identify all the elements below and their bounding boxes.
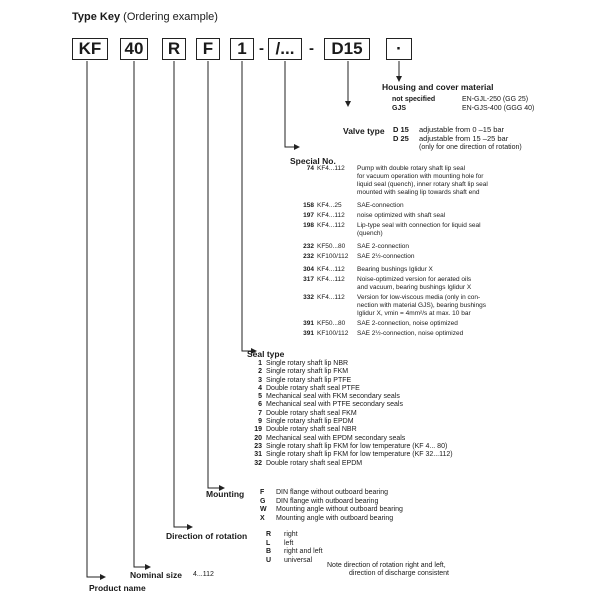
- seal-type-number: 32: [254, 459, 262, 467]
- seal-type-row: [248, 443, 453, 451]
- valve-note: (only for one direction of rotation): [419, 144, 522, 151]
- leader-rotation: [174, 61, 192, 527]
- special-model-range: KF4...112: [317, 276, 345, 283]
- special-model-range: KF4...112: [317, 294, 345, 301]
- seal-type-description: Mechanical seal with PTFE secondary seals: [266, 401, 403, 409]
- seal-type-row: [248, 418, 453, 426]
- valve-desc: adjustable from 15 –25 bar: [419, 134, 509, 143]
- seal-type-description: Single rotary shaft lip FKM for low temperature (KF 4... 80): [266, 442, 448, 450]
- seal-type-description: Double rotary shaft seal FKM: [266, 409, 357, 417]
- seal-header: Seal type: [247, 349, 285, 359]
- nominal-header: Nominal size: [130, 570, 182, 580]
- mounting-row: [260, 515, 403, 524]
- special-description-line: Lip-type seal with connection for liquid seal: [357, 222, 481, 229]
- seal-type-row: [248, 401, 453, 409]
- seal-type-row: [248, 393, 453, 401]
- special-number: 332: [303, 294, 314, 301]
- special-description-line: SAE 2½-connection: [357, 253, 415, 260]
- special-row: [296, 266, 433, 274]
- mounting-row: [260, 489, 403, 498]
- mounting-row-description: Mounting angle with outboard bearing: [276, 514, 394, 522]
- seal-type-number: 4: [258, 384, 262, 392]
- mounting-row-code: F: [260, 489, 265, 496]
- rotation-row-description: right and left: [284, 548, 323, 556]
- code-box-mounting: F: [196, 38, 220, 60]
- special-description-line: noise optimized with shaft seal: [357, 212, 446, 219]
- code-box-product: KF: [72, 38, 108, 60]
- seal-type-number: 19: [254, 426, 262, 434]
- special-number: 197: [303, 212, 314, 219]
- housing-code: GJS: [392, 105, 407, 112]
- leader-nominal: [134, 61, 150, 567]
- valve-code: D 15: [393, 125, 409, 134]
- seal-type-number: 6: [258, 401, 262, 409]
- special-model-range: KF4...112: [317, 222, 345, 229]
- code-box-rotation: R: [162, 38, 186, 60]
- special-row: [296, 165, 488, 197]
- special-description-line: Pump with double rotary shaft lip seal: [357, 165, 466, 172]
- leader-special: [285, 61, 299, 147]
- special-description: [357, 253, 414, 261]
- seal-type-row: [248, 385, 453, 393]
- seal-type-number: 2: [258, 368, 262, 376]
- rotation-row-description: universal: [284, 556, 313, 564]
- housing-header: Housing and cover material: [382, 82, 494, 92]
- special-description: [357, 294, 486, 318]
- rotation-row-code: U: [266, 556, 272, 564]
- seal-type-row: [248, 368, 453, 376]
- code-box-special: /...: [268, 38, 302, 60]
- special-model-range: KF100/112: [317, 330, 349, 337]
- mounting-row-code: G: [260, 497, 266, 505]
- seal-type-description: Single rotary shaft lip EPDM: [266, 418, 354, 426]
- product-header: Product name: [89, 583, 146, 593]
- rotation-note: Note direction of rotation right and left,: [327, 562, 446, 569]
- special-description-line: SAE-connection: [357, 202, 404, 209]
- seal-type-number: 9: [258, 418, 262, 426]
- seal-type-description: Single rotary shaft lip FKM: [266, 368, 349, 376]
- seal-type-row: [248, 435, 453, 443]
- seal-type-description: Mechanical seal with FKM secondary seals: [266, 393, 400, 401]
- special-number: 391: [303, 330, 314, 337]
- code-separator: -: [309, 40, 314, 57]
- mounting-row-description: Mounting angle without outboard bearing: [276, 506, 403, 514]
- special-description-line: Noise-optimized version for aerated oils: [357, 276, 472, 283]
- special-description-line: Version for low-viscous media (only in con-: [357, 294, 481, 301]
- housing-row: [392, 105, 534, 113]
- code-box-size: 40: [120, 38, 148, 60]
- special-description: [357, 266, 433, 274]
- mounting-header: Mounting: [206, 489, 245, 499]
- special-number: 74: [306, 165, 314, 172]
- seal-type-number: 3: [258, 376, 262, 384]
- seal-type-description: Single rotary shaft lip PTFE: [266, 376, 352, 384]
- special-description-line: liquid seal (quench), inner rotary shaft lip seal: [357, 181, 488, 188]
- special-description: [357, 320, 458, 328]
- special-description-line: and vacuum, bearing bushings Iglidur X: [357, 284, 472, 291]
- special-number: 391: [303, 320, 314, 327]
- special-description-line: mounted with sealing lip towards shaft end: [357, 189, 480, 196]
- special-row: [296, 243, 409, 251]
- mounting-row-code: W: [260, 506, 267, 514]
- rotation-row: [266, 540, 323, 549]
- special-description: [357, 202, 404, 210]
- special-row: [296, 253, 414, 261]
- special-description: [357, 276, 471, 292]
- housing-code: not specified: [392, 96, 436, 103]
- special-number: 232: [303, 243, 314, 250]
- valve-row: [393, 126, 504, 134]
- special-row: [296, 320, 458, 328]
- seal-type-number: 20: [254, 434, 262, 442]
- special-description-line: (quench): [357, 230, 383, 237]
- rotation-row-description: right: [284, 531, 298, 538]
- special-description-line: nection with material GJS), bearing bushings: [357, 302, 486, 309]
- special-row: [296, 330, 463, 338]
- valve-row: [393, 135, 508, 143]
- rotation-note: direction of discharge consistent: [349, 570, 449, 577]
- seal-type-description: Double rotary shaft seal EPDM: [266, 459, 363, 467]
- code-box-valve: D15: [324, 38, 370, 60]
- special-row: [296, 294, 486, 318]
- leader-mounting: [208, 61, 224, 488]
- special-description: [357, 243, 409, 251]
- special-description-line: for vacuum operation with mounting hole for: [357, 173, 484, 180]
- special-description-line: SAE 2-connection: [357, 243, 410, 250]
- rotation-list: [266, 531, 323, 565]
- seal-type-row: [248, 460, 453, 468]
- rotation-row: [266, 557, 323, 566]
- special-description-line: SAE 2½-connection, noise optimized: [357, 330, 464, 337]
- special-model-range: KF4...112: [317, 165, 345, 172]
- valve-header: Valve type: [343, 126, 385, 136]
- rotation-row-code: R: [266, 531, 272, 538]
- special-row: [296, 202, 404, 210]
- special-model-range: KF4...25: [317, 202, 342, 209]
- housing-row: [392, 96, 528, 104]
- seal-type-row: [248, 426, 453, 434]
- valve-desc: adjustable from 0 –15 bar: [419, 125, 505, 134]
- special-number: 304: [303, 266, 314, 273]
- special-description-line: Bearing bushings Iglidur X: [357, 266, 433, 273]
- title-main: Type Key: [72, 11, 121, 23]
- rotation-row: [266, 548, 323, 557]
- housing-desc: EN-GJL-250 (GG 25): [462, 96, 529, 103]
- seal-type-description: Double rotary shaft seal NBR: [266, 426, 357, 434]
- special-description: [357, 165, 488, 197]
- leader-seal: [242, 61, 256, 351]
- valve-code: D 25: [393, 134, 409, 143]
- special-header: Special No.: [290, 156, 336, 166]
- special-model-range: KF4...112: [317, 266, 345, 273]
- mounting-row-description: DIN flange with outboard bearing: [276, 497, 379, 505]
- rotation-row-description: left: [284, 539, 294, 547]
- mounting-row: [260, 498, 403, 507]
- code-box-seal: 1: [230, 38, 254, 60]
- special-row: [296, 276, 471, 292]
- rotation-row: [266, 531, 323, 540]
- special-model-range: KF50...80: [317, 243, 346, 250]
- special-row: [296, 212, 445, 220]
- seal-type-number: 23: [254, 442, 262, 450]
- housing-desc: EN-GJS-400 (GGG 40): [462, 105, 535, 112]
- seal-type-number: 31: [254, 451, 262, 459]
- special-description-line: SAE 2-connection, noise optimized: [357, 320, 458, 327]
- special-model-range: KF50...80: [317, 320, 346, 327]
- special-description: [357, 330, 463, 338]
- seal-type-row: [248, 410, 453, 418]
- special-number: 232: [303, 253, 314, 260]
- code-box-housing: ·: [386, 38, 412, 60]
- seal-type-description: Single rotary shaft lip FKM for low temperature (KF 32...112): [266, 451, 453, 459]
- special-model-range: KF100/112: [317, 253, 349, 260]
- special-description: [357, 212, 445, 220]
- leader-product: [87, 61, 105, 577]
- mounting-list: [260, 489, 403, 523]
- code-separator: -: [259, 40, 264, 57]
- seal-type-row: [248, 377, 453, 385]
- special-number: 198: [303, 222, 314, 229]
- seal-list: [248, 360, 453, 468]
- mounting-row-code: X: [260, 514, 265, 522]
- seal-type-description: Double rotary shaft seal PTFE: [266, 384, 360, 392]
- rotation-header: Direction of rotation: [166, 531, 248, 541]
- seal-type-number: 5: [258, 393, 262, 401]
- rotation-row-code: B: [266, 548, 272, 556]
- special-description: [357, 222, 481, 238]
- seal-type-number: 1: [258, 360, 262, 367]
- title-sub: (Ordering example): [123, 11, 218, 23]
- seal-type-row: [248, 451, 453, 459]
- seal-type-row: [248, 360, 453, 368]
- seal-type-description: Single rotary shaft lip NBR: [266, 360, 349, 367]
- special-model-range: KF4...112: [317, 212, 345, 219]
- special-description-line: Iglidur X, νmin = 4mm²/s at max. 10 bar: [357, 310, 471, 317]
- nominal-value: 4...112: [193, 571, 214, 578]
- seal-type-number: 7: [258, 409, 262, 417]
- special-row: [296, 222, 481, 238]
- seal-type-description: Mechanical seal with EPDM secondary seals: [266, 434, 406, 442]
- mounting-row: [260, 506, 403, 515]
- mounting-row-description: DIN flange without outboard bearing: [276, 489, 389, 496]
- special-number: 158: [303, 202, 314, 209]
- special-number: 317: [303, 276, 314, 283]
- rotation-row-code: L: [266, 539, 271, 547]
